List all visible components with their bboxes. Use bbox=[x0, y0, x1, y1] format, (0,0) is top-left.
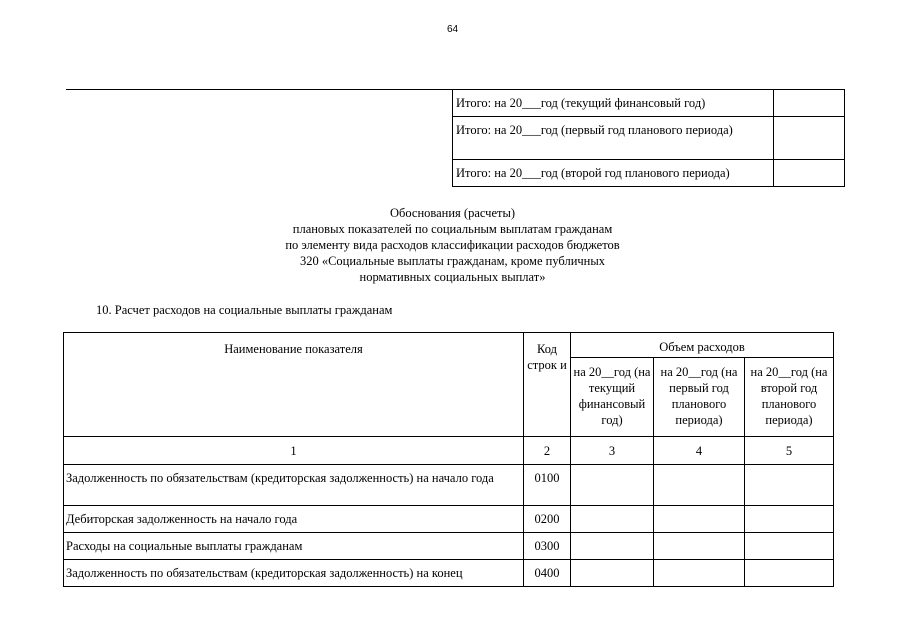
row-code: 0300 bbox=[524, 533, 571, 560]
indicator-name: Расходы на социальные выплаты гражданам bbox=[64, 533, 524, 560]
header-expense-volume: Объем расходов bbox=[571, 333, 834, 358]
header-indicator-name: Наименование показателя bbox=[64, 333, 524, 437]
column-number-row bbox=[64, 437, 834, 465]
table-row bbox=[64, 465, 834, 506]
header-current-year: на 20__год (на текущий финансовый год) bbox=[571, 358, 654, 437]
totals-label: Итого: на 20___год (текущий финансовый год) bbox=[453, 90, 774, 117]
value-cell bbox=[745, 560, 834, 587]
heading-line: Обоснования (расчеты) bbox=[389, 206, 516, 220]
value-cell bbox=[745, 533, 834, 560]
heading-line: нормативных социальных выплат» bbox=[359, 270, 546, 284]
value-cell bbox=[571, 533, 654, 560]
expenses-table bbox=[63, 332, 834, 587]
value-cell bbox=[745, 506, 834, 533]
section-title: 10. Расчет расходов на социальные выплаты гражданам bbox=[96, 303, 393, 317]
totals-row bbox=[453, 117, 845, 160]
header-row bbox=[64, 333, 834, 358]
column-number: 3 bbox=[571, 437, 654, 465]
totals-value-cell bbox=[774, 160, 845, 187]
column-number: 1 bbox=[64, 437, 524, 465]
section-heading bbox=[0, 205, 905, 285]
header-row-code: Код строк и bbox=[524, 333, 571, 437]
header-second-plan-year: на 20__год (на второй год планового периода) bbox=[745, 358, 834, 437]
table-row bbox=[64, 506, 834, 533]
value-cell bbox=[654, 533, 745, 560]
row-code: 0400 bbox=[524, 560, 571, 587]
totals-row bbox=[453, 90, 845, 117]
table-row bbox=[64, 560, 834, 587]
page-number: 64 bbox=[446, 24, 459, 35]
row-code: 0200 bbox=[524, 506, 571, 533]
value-cell bbox=[571, 506, 654, 533]
value-cell bbox=[654, 560, 745, 587]
value-cell bbox=[654, 506, 745, 533]
totals-row bbox=[453, 160, 845, 187]
totals-value-cell bbox=[774, 90, 845, 117]
column-number: 2 bbox=[524, 437, 571, 465]
indicator-name: Дебиторская задолженность на начало года bbox=[64, 506, 524, 533]
value-cell bbox=[571, 465, 654, 506]
indicator-name: Задолженность по обязательствам (кредиторская задолженность) на конец bbox=[64, 560, 524, 587]
row-code: 0100 bbox=[524, 465, 571, 506]
column-number: 4 bbox=[654, 437, 745, 465]
value-cell bbox=[745, 465, 834, 506]
heading-line: плановых показателей по социальным выплатам гражданам bbox=[292, 222, 613, 236]
totals-value-cell bbox=[774, 117, 845, 160]
heading-line: по элементу вида расходов классификации расходов бюджетов bbox=[285, 238, 620, 252]
column-number: 5 bbox=[745, 437, 834, 465]
header-first-plan-year: на 20__год (на первый год планового периода) bbox=[654, 358, 745, 437]
divider-line bbox=[66, 89, 453, 90]
totals-label: Итого: на 20___год (второй год планового периода) bbox=[453, 160, 774, 187]
indicator-name: Задолженность по обязательствам (кредиторская задолженность) на начало года bbox=[64, 465, 524, 506]
totals-table bbox=[452, 89, 845, 187]
value-cell bbox=[571, 560, 654, 587]
value-cell bbox=[654, 465, 745, 506]
totals-label: Итого: на 20___год (первый год планового периода) bbox=[453, 117, 774, 160]
heading-line: 320 «Социальные выплаты гражданам, кроме публичных bbox=[299, 254, 606, 268]
table-row bbox=[64, 533, 834, 560]
